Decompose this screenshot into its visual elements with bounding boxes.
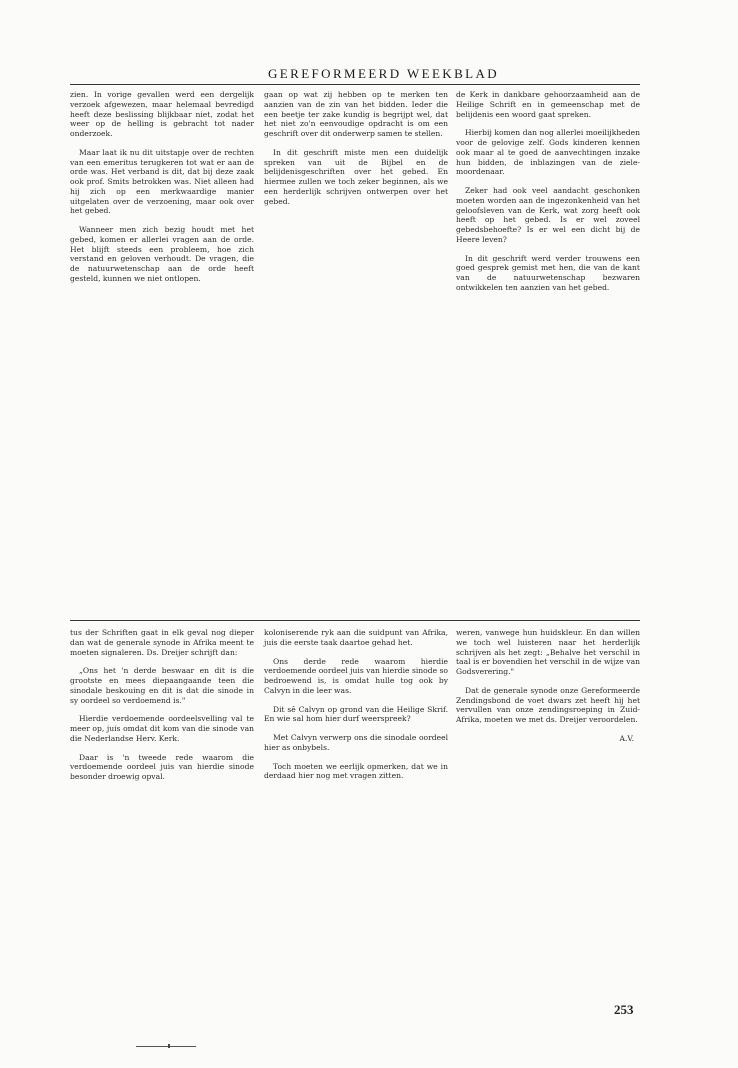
paragraph: In dit geschrift miste men een duidelijk spreken van uit de Bijbel en de belijdenisgeschriften over het gebed. En hiermee zullen we toch zeker beginnen, als we een herderlijk schrijven ontwerpen over het gebed. <box>264 147 448 206</box>
bottom-column-3 <box>456 628 640 753</box>
paragraph: Zeker had ook veel aandacht geschonken moeten worden aan de ingezonkenheid van het geloofsleven van de Kerk, wat zorg heeft ook heeft op het gebed. Is er wel zoveel gebedsbehoefte? Is er wel een dicht bij de Heere leven? <box>456 186 640 244</box>
paragraph: „Ons het 'n derde beswaar en dit is die grootste en mees diepaangaande teen die sinodale beskouing en dit is dat die sinode in sy oordeel so verdoemend is." <box>70 666 254 705</box>
paragraph: Met Calvyn verwerp ons die sinodale oordeel hier as onbybels. <box>264 733 448 752</box>
paragraph: tus der Schriften gaat in elk geval nog dieper dan wat de generale synode in Afrika meent te moeten signaleren. Ds. Dreijer schrijft dan: <box>70 628 254 657</box>
footer-mark <box>168 1044 170 1048</box>
bottom-column-2 <box>264 628 448 790</box>
paragraph: Wanneer men zich bezig houdt met het gebed, komen er allerlei vragen aan de orde. Het blijft steeds een probleem, hoe zich verstand en geloven verhoudt. De vragen, die de natuurwetenschap aan de orde heeft gesteld, kunnen we niet ontlopen. <box>70 225 254 283</box>
top-column-2 <box>264 90 448 215</box>
paragraph: Dit sê Calvyn op grond van die Heilige Skrif. En wie sal hom hier durf weerspreek? <box>264 704 448 724</box>
paragraph: Hierbij komen dan nog allerlei moeilijkheden voor de gelovige zelf. Gods kinderen kennen ook maar al te goed de aanvechtingen inzake hun bidden, de inblazingen van de ziele-moordenaar. <box>456 128 640 177</box>
paragraph: Dat de generale synode onze Gereformeerde Zendingsbond de voet dwars zet heeft hij het vervullen van onze zendingsroeping in Zuid-Afrika, moeten we met ds. Dreijer veroordelen. <box>456 685 640 724</box>
page-number: 253 <box>614 1002 634 1017</box>
paragraph: Daar is 'n tweede rede waarom die verdoemende oordeel juis van hierdie sinode besonder droewig opval. <box>70 752 254 781</box>
signature: A.V. <box>619 733 634 743</box>
running-header: GEREFORMEERD WEEKBLAD <box>268 66 500 81</box>
bottom-column-1 <box>70 628 254 791</box>
top-column-3 <box>456 90 640 302</box>
paragraph: Hierdie verdoemende oordeelsvelling val te meer op, juis omdat dit kom van die sinode van die Nederlandse Herv. Kerk. <box>70 714 254 743</box>
footer-rule <box>136 1046 196 1047</box>
section-rule <box>70 620 640 621</box>
paragraph: Maar laat ik nu dit uitstapje over de rechten van een emeritus terugkeren tot wat er aan de orde was. Het verband is dit, dat bij deze zaak ook prof. Smits betrokken was. Niet alleen had hij zich op een merkwaardige manier uitgelaten over de verzoening, maar ook over het gebed. <box>70 147 254 216</box>
paragraph: In dit geschrift werd verder trouwens een goed gesprek gemist met hen, die van de kant van de natuurwetenschap bezwaren ontwikkelen ten aanzien van het gebed. <box>456 253 640 292</box>
paragraph: zien. In vorige gevallen werd een dergelijk verzoek afgewezen, maar helemaal bevredigd heeft deze beslissing blijkbaar niet, zodat het weer op de helling is gebracht tot nader onderzoek. <box>70 90 254 138</box>
paragraph: de Kerk in dankbare gehoorzaamheid aan de Heilige Schrift en in gemeenschap met de belijdenis een woord gaat spreken. <box>456 90 640 119</box>
paragraph: weren, vanwege hun huidskleur. En dan willen we toch wel luisteren naar het herderlijk schrijven als het zegt: „Behalve het verschil in taal is er bovendien het verschil in de wijze van Godsverering." <box>456 628 640 676</box>
paragraph: Toch moeten we eerlijk opmerken, dat we in derdaad hier nog met vragen zitten. <box>264 761 448 781</box>
header-rule <box>70 84 640 85</box>
paragraph: gaan op wat zij hebben op te merken ten aanzien van de zin van het bidden. Ieder die een beetje ter zake kundig is begrijpt wel, dat het niet zo'n eenvoudige opdracht is om een geschrift over dit onderwerp samen te stellen. <box>264 90 448 138</box>
top-column-1 <box>70 90 254 293</box>
paragraph: koloniserende ryk aan die suidpunt van Afrika, juis die eerste taak daartoe gehad het. <box>264 628 448 647</box>
paragraph: Ons derde rede waarom hierdie verdoemende oordeel juis van hierdie sinode so bedroewend is, is omdat hulle tog ook by Calvyn in die leer was. <box>264 656 448 695</box>
